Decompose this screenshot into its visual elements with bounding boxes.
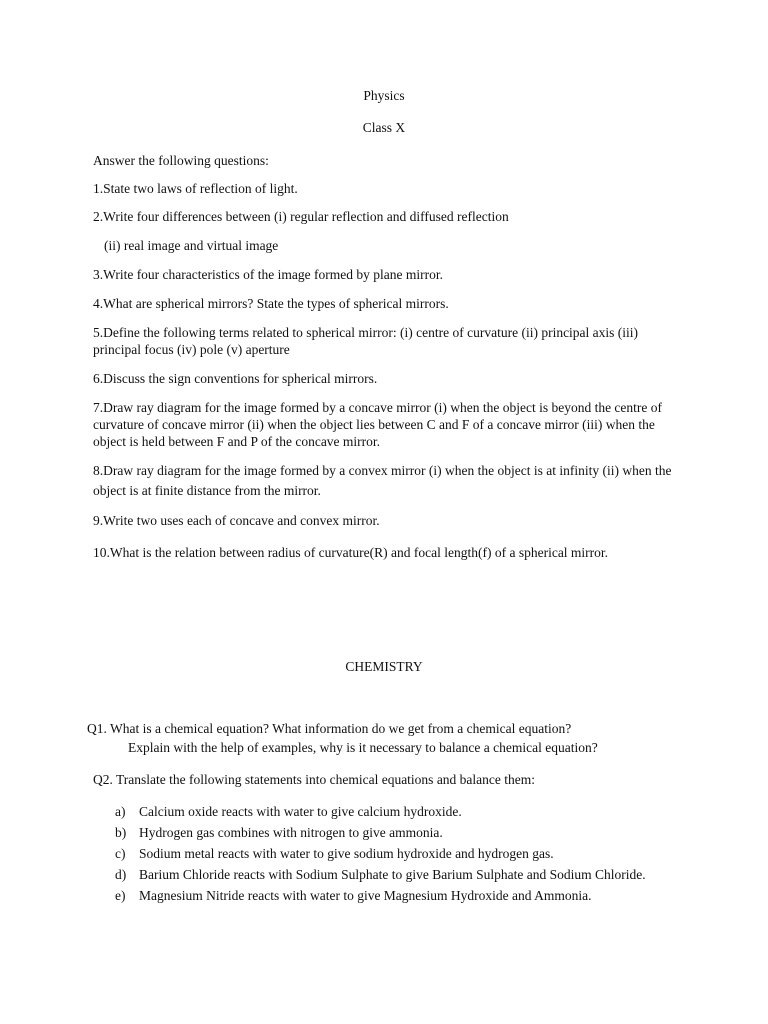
physics-question-10: 10.What is the relation between radius of curvature(R) and focal length(f) of a spherical mirror. <box>93 545 609 560</box>
chemistry-question-2-list <box>115 802 675 907</box>
physics-question-6: 6.Discuss the sign conventions for spherical mirrors. <box>93 371 378 386</box>
list-item <box>115 823 675 842</box>
chemistry-question-2: Q2. Translate the following statements into chemical equations and balance them: <box>93 772 536 787</box>
list-item-text: Hydrogen gas combines with nitrogen to give ammonia. <box>139 825 443 840</box>
list-item-label: b) <box>115 825 127 840</box>
list-item-label: c) <box>115 846 126 861</box>
physics-question-3: 3.Write four characteristics of the image formed by plane mirror. <box>93 267 443 282</box>
chemistry-question-1: Q1. What is a chemical equation? What information do we get from a chemical equation? <box>87 721 572 736</box>
list-item-label: e) <box>115 888 126 903</box>
list-item <box>115 802 675 821</box>
list-item-text: Barium Chloride reacts with Sodium Sulphate to give Barium Sulphate and Sodium Chloride. <box>139 867 646 882</box>
list-item <box>115 844 675 863</box>
list-item-text: Calcium oxide reacts with water to give calcium hydroxide. <box>139 804 462 819</box>
list-item-label: d) <box>115 867 127 882</box>
chemistry-question-1-line-2: Explain with the help of examples, why is it necessary to balance a chemical equation? <box>128 740 598 755</box>
list-item-text: Magnesium Nitride reacts with water to give Magnesium Hydroxide and Ammonia. <box>139 888 592 903</box>
list-item <box>115 865 675 884</box>
instruction-text: Answer the following questions: <box>93 153 269 168</box>
physics-question-4: 4.What are spherical mirrors? State the types of spherical mirrors. <box>93 296 449 311</box>
list-item <box>115 886 675 905</box>
physics-question-5: 5.Define the following terms related to spherical mirror: (i) centre of curvature (ii) principal axis (iii) principal focus (iv) pole (v) aperture <box>93 325 639 357</box>
physics-question-2-part-2: (ii) real image and virtual image <box>104 238 279 253</box>
chemistry-title: CHEMISTRY <box>345 659 423 674</box>
physics-question-7: 7.Draw ray diagram for the image formed by a concave mirror (i) when the object is beyond the centre of curvature of concave mirror (ii) when the object lies between C and F of a concave mirror (iii) when the object is held between F and P of the concave mirror. <box>93 400 663 449</box>
physics-question-9: 9.Write two uses each of concave and convex mirror. <box>93 513 380 528</box>
class-label: Class X <box>362 120 406 135</box>
list-item-text: Sodium metal reacts with water to give sodium hydroxide and hydrogen gas. <box>139 846 554 861</box>
physics-question-1: 1.State two laws of reflection of light. <box>93 181 298 196</box>
physics-question-2: 2.Write four differences between (i) regular reflection and diffused reflection <box>93 209 509 224</box>
list-item-label: a) <box>115 804 126 819</box>
physics-question-8: 8.Draw ray diagram for the image formed by a convex mirror (i) when the object is at infinity (ii) when the object is at finite distance from the mirror. <box>93 463 672 498</box>
subject-title: Physics <box>363 88 405 103</box>
